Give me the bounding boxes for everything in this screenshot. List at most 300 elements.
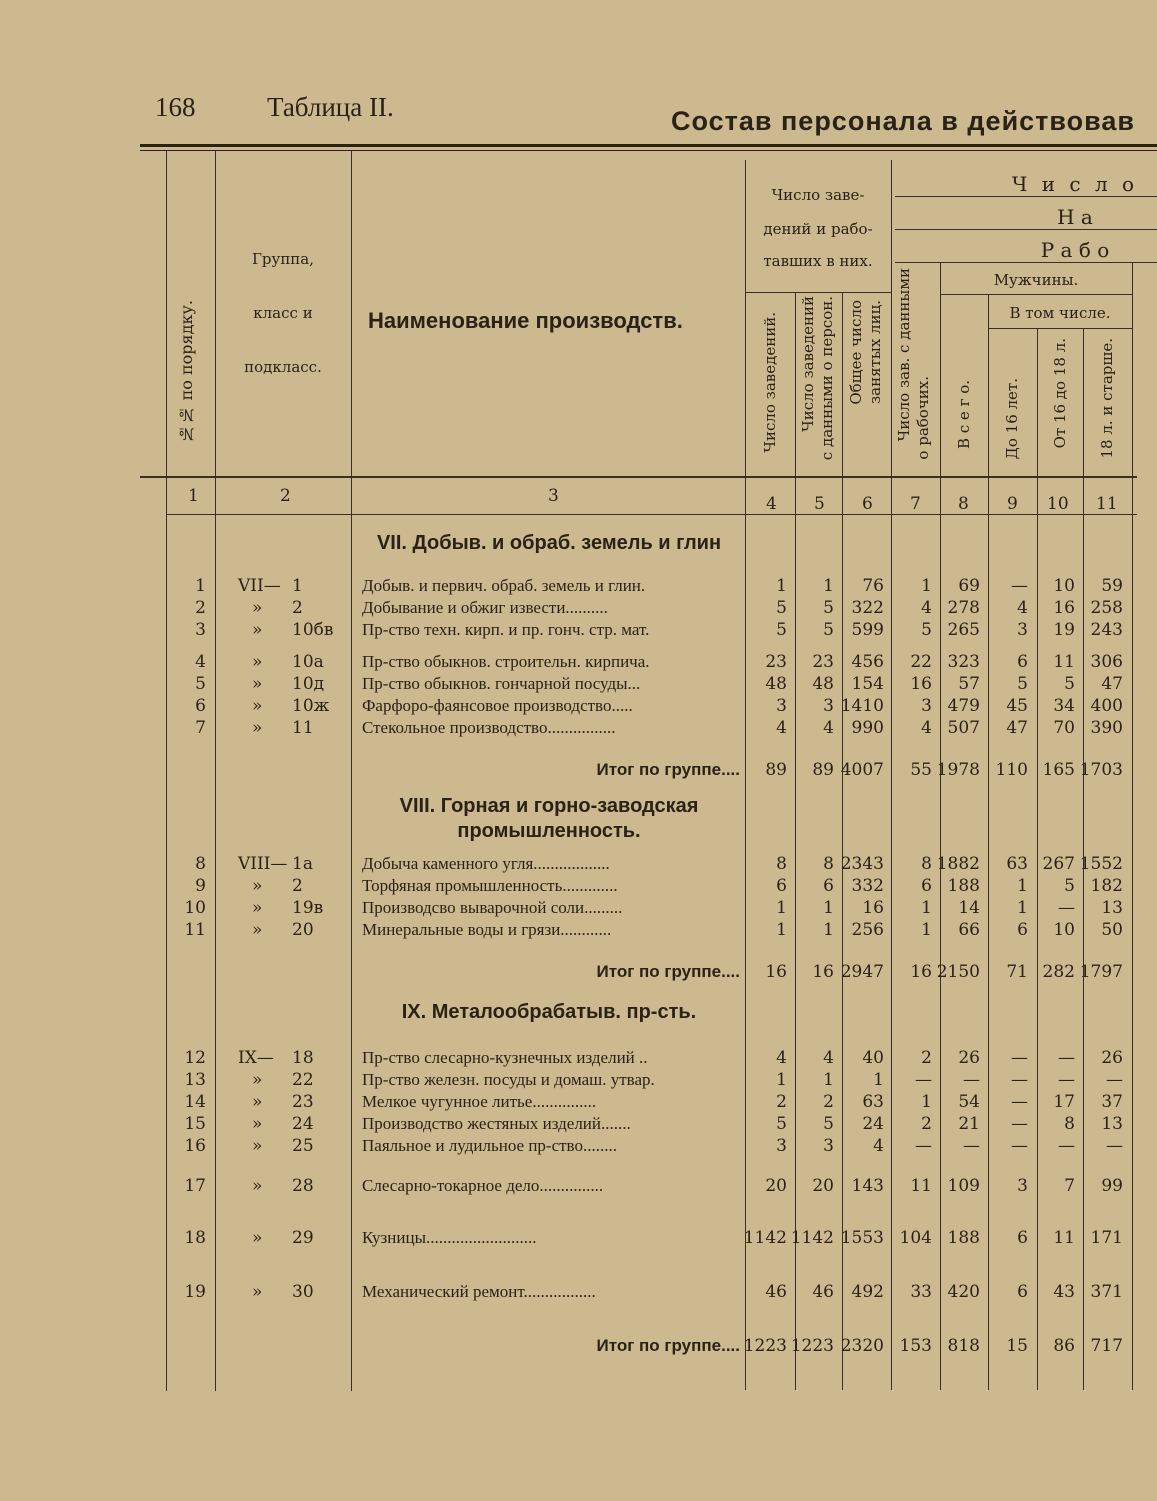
colnum: 7 [910, 494, 921, 514]
row-number: 10 [184, 898, 206, 918]
value-col-6: 143 [851, 1176, 884, 1196]
value-col-5: 1 [823, 1070, 834, 1090]
value-col-6: 322 [851, 598, 884, 618]
value-col-6: 2320 [840, 1336, 884, 1356]
incl-header: В том числе. [1009, 304, 1111, 322]
group-code: » [252, 696, 263, 716]
row-number: 16 [184, 1136, 206, 1156]
value-col-8: 54 [958, 1092, 980, 1112]
value-col-10: 19 [1053, 620, 1075, 640]
value-col-10: 17 [1053, 1092, 1075, 1112]
table-row [0, 920, 1157, 942]
class-code: 20 [292, 920, 314, 940]
value-col-5: 3 [823, 1136, 834, 1156]
class-code: 10д [292, 674, 325, 694]
class-code: 10ж [292, 696, 330, 716]
row-number: 9 [195, 876, 206, 896]
colnum: 3 [548, 486, 559, 506]
value-col-7: 4 [921, 598, 932, 618]
value-col-11: 171 [1090, 1228, 1123, 1248]
value-col-5: 8 [823, 854, 834, 874]
value-col-11: 1703 [1079, 760, 1123, 780]
value-col-9: 5 [1017, 674, 1028, 694]
top-header-2: Н а [1057, 205, 1093, 229]
value-col-11: — [1106, 1070, 1123, 1090]
col7-header-a: Число зав. с данными [895, 268, 913, 442]
value-col-8: 420 [947, 1282, 980, 1302]
value-col-8: 265 [947, 620, 980, 640]
value-col-11: 182 [1090, 876, 1123, 896]
value-col-6: 4007 [840, 760, 884, 780]
colnum: 9 [1007, 494, 1018, 514]
value-col-5: 5 [823, 620, 834, 640]
value-col-7: 22 [910, 652, 932, 672]
table-row [0, 1048, 1157, 1070]
value-col-5: 4 [823, 1048, 834, 1068]
header-rule [940, 294, 1132, 295]
page-title: Состав персонала в действовав [671, 106, 1135, 136]
value-col-10: 70 [1053, 718, 1075, 738]
col5-header-b: с данными о персон. [818, 296, 836, 461]
section-header: промышленность. [457, 820, 641, 842]
group-code: » [252, 652, 263, 672]
value-col-5: 2 [823, 1092, 834, 1112]
value-col-7: 6 [921, 876, 932, 896]
value-col-10: 5 [1064, 674, 1075, 694]
col6-header-a: Общее число [847, 300, 865, 405]
group-code: » [252, 1228, 263, 1248]
value-col-5: 23 [812, 652, 834, 672]
colnum: 5 [814, 494, 825, 514]
group-code: » [252, 1070, 263, 1090]
value-col-5: 1223 [790, 1336, 834, 1356]
row-number: 14 [184, 1092, 206, 1112]
value-col-7: — [915, 1070, 932, 1090]
header-rule [895, 196, 1157, 197]
value-col-7: 153 [899, 1336, 932, 1356]
value-col-4: 23 [765, 652, 787, 672]
men-header: Мужчины. [993, 271, 1079, 289]
group-code: » [252, 1282, 263, 1302]
value-col-4: 8 [776, 854, 787, 874]
value-col-11: 306 [1090, 652, 1123, 672]
class-code: 18 [292, 1048, 314, 1068]
c456-header-l3: тавших в них. [763, 252, 873, 270]
value-col-6: 599 [851, 620, 884, 640]
col-divider [940, 262, 941, 1390]
value-col-6: 16 [862, 898, 884, 918]
colnum: 8 [958, 494, 969, 514]
header-rule [988, 328, 1132, 329]
value-col-7: 16 [910, 674, 932, 694]
value-col-9: — [1011, 1136, 1028, 1156]
col-divider [988, 294, 989, 1390]
col-divider [1132, 262, 1133, 1390]
table-row [0, 876, 1157, 898]
value-col-10: — [1058, 1136, 1075, 1156]
class-code: 2 [292, 598, 303, 618]
production-name: Производство жестяных изделий....... [362, 1114, 631, 1133]
value-col-10: 282 [1042, 962, 1075, 982]
value-col-5: 3 [823, 696, 834, 716]
row-number: 4 [195, 652, 206, 672]
value-col-7: 11 [910, 1176, 932, 1196]
value-col-4: 4 [776, 1048, 787, 1068]
value-col-5: 1 [823, 920, 834, 940]
table-row [0, 674, 1157, 696]
value-col-9: 6 [1017, 652, 1028, 672]
value-col-6: 2343 [840, 854, 884, 874]
total-row [0, 760, 1157, 782]
group-code: » [252, 598, 263, 618]
top-rule-thin [140, 150, 1157, 151]
value-col-5: 16 [812, 962, 834, 982]
value-col-9: — [1011, 1070, 1028, 1090]
table-row [0, 1136, 1157, 1158]
row-number: 12 [184, 1048, 206, 1068]
top-header-1: Ч и с л о [1011, 172, 1139, 196]
group-code: VIII— [238, 854, 288, 874]
production-name: Торфяная промышленность............. [362, 876, 618, 895]
value-col-7: 33 [910, 1282, 932, 1302]
value-col-4: 1 [776, 920, 787, 940]
value-col-11: 371 [1090, 1282, 1123, 1302]
class-code: 24 [292, 1114, 314, 1134]
row-number: 6 [195, 696, 206, 716]
value-col-8: 26 [958, 1048, 980, 1068]
colnum: 2 [280, 486, 291, 506]
col3-header: Наименование производств. [368, 308, 683, 333]
value-col-8: — [963, 1070, 980, 1090]
page-number: 168 [155, 92, 196, 122]
value-col-10: 86 [1053, 1336, 1075, 1356]
table-row [0, 576, 1157, 598]
value-col-8: 57 [958, 674, 980, 694]
value-col-11: 37 [1101, 1092, 1123, 1112]
total-label: Итог по группе.... [596, 962, 740, 981]
col1-header: №№ по порядку. [177, 300, 196, 444]
row-number: 2 [195, 598, 206, 618]
class-code: 28 [292, 1176, 314, 1196]
group-code: IX— [238, 1048, 274, 1068]
value-col-8: 507 [947, 718, 980, 738]
group-code: » [252, 674, 263, 694]
production-name: Пр-ство слесарно-кузнечных изделий .. [362, 1048, 648, 1067]
value-col-7: 2 [921, 1048, 932, 1068]
value-col-4: 1142 [743, 1228, 787, 1248]
production-name: Добывание и обжиг извести.......... [362, 598, 608, 617]
value-col-4: 3 [776, 696, 787, 716]
table-row [0, 898, 1157, 920]
col2-header-l2: класс и [253, 304, 313, 322]
table-row [0, 1070, 1157, 1092]
value-col-4: 16 [765, 962, 787, 982]
row-number: 18 [184, 1228, 206, 1248]
value-col-6: 24 [862, 1114, 884, 1134]
row-number: 8 [195, 854, 206, 874]
value-col-6: 990 [851, 718, 884, 738]
header-rule [895, 229, 1157, 230]
production-name: Пр-ство техн. кирп. и пр. гонч. стр. мат. [362, 620, 650, 639]
value-col-6: 456 [851, 652, 884, 672]
value-col-7: 1 [921, 898, 932, 918]
col2-header-l3: подкласс. [244, 358, 322, 376]
value-col-11: 243 [1090, 620, 1123, 640]
value-col-8: 109 [947, 1176, 980, 1196]
header-rule [895, 262, 1157, 263]
value-col-6: 76 [862, 576, 884, 596]
value-col-4: 1 [776, 898, 787, 918]
total-row [0, 1336, 1157, 1358]
table-row [0, 696, 1157, 718]
value-col-10: — [1058, 1048, 1075, 1068]
group-code: » [252, 876, 263, 896]
col10-header: От 16 до 18 л. [1051, 338, 1069, 449]
production-name: Механический ремонт................. [362, 1282, 596, 1301]
value-col-10: 267 [1042, 854, 1075, 874]
production-name: Пр-ство железн. посуды и домаш. утвар. [362, 1070, 655, 1089]
value-col-7: 3 [921, 696, 932, 716]
value-col-6: 40 [862, 1048, 884, 1068]
colnum: 4 [766, 494, 777, 514]
value-col-10: 10 [1053, 920, 1075, 940]
row-number: 1 [195, 576, 206, 596]
row-number: 17 [184, 1176, 206, 1196]
section-header: VIII. Горная и горно-заводская [399, 795, 699, 817]
table-row [0, 620, 1157, 642]
value-col-9: 3 [1017, 620, 1028, 640]
table-row [0, 718, 1157, 740]
value-col-9: 3 [1017, 1176, 1028, 1196]
c456-header-l2: дений и рабо- [763, 220, 873, 238]
colnum-rule [166, 514, 1137, 515]
row-number: 5 [195, 674, 206, 694]
value-col-9: 110 [995, 760, 1028, 780]
value-col-9: 45 [1006, 696, 1028, 716]
value-col-7: 1 [921, 920, 932, 940]
value-col-5: 48 [812, 674, 834, 694]
class-code: 25 [292, 1136, 314, 1156]
value-col-9: 63 [1006, 854, 1028, 874]
value-col-4: 4 [776, 718, 787, 738]
value-col-6: 1553 [840, 1228, 884, 1248]
value-col-5: 6 [823, 876, 834, 896]
production-name: Кузницы.......................... [362, 1228, 537, 1247]
total-row [0, 962, 1157, 984]
total-label: Итог по группе.... [596, 760, 740, 779]
col11-header: 18 л. и старше. [1098, 338, 1116, 459]
top-rule [140, 144, 1157, 147]
class-code: 1 [292, 576, 303, 596]
value-col-4: 6 [776, 876, 787, 896]
class-code: 22 [292, 1070, 314, 1090]
value-col-11: 26 [1101, 1048, 1123, 1068]
value-col-5: 5 [823, 1114, 834, 1134]
value-col-10: 11 [1053, 652, 1075, 672]
header-rule [745, 292, 891, 293]
group-code: » [252, 1114, 263, 1134]
col6-header-b: занятых лиц. [866, 300, 884, 404]
row-number: 7 [195, 718, 206, 738]
group-code: » [252, 898, 263, 918]
value-col-7: 4 [921, 718, 932, 738]
value-col-9: — [1011, 576, 1028, 596]
value-col-5: 5 [823, 598, 834, 618]
value-col-10: 34 [1053, 696, 1075, 716]
colnum: 11 [1096, 494, 1118, 514]
value-col-4: 1 [776, 576, 787, 596]
value-col-11: 1797 [1079, 962, 1123, 982]
value-col-4: 89 [765, 760, 787, 780]
value-col-10: — [1058, 898, 1075, 918]
value-col-8: — [963, 1136, 980, 1156]
col5-header-a: Число заведений [799, 296, 817, 432]
value-col-8: 2150 [936, 962, 980, 982]
value-col-10: 5 [1064, 876, 1075, 896]
value-col-7: 1 [921, 1092, 932, 1112]
value-col-10: 43 [1053, 1282, 1075, 1302]
class-code: 23 [292, 1092, 314, 1112]
value-col-11: 59 [1101, 576, 1123, 596]
value-col-9: — [1011, 1092, 1028, 1112]
value-col-9: 6 [1017, 1228, 1028, 1248]
value-col-8: 1978 [936, 760, 980, 780]
table-row [0, 1176, 1157, 1198]
table-label: Таблица II. [267, 92, 394, 122]
col-divider [842, 292, 843, 1390]
col2-header-l1: Группа, [251, 250, 315, 268]
value-col-9: 6 [1017, 1282, 1028, 1302]
value-col-6: 332 [851, 876, 884, 896]
production-name: Пр-ство обыкнов. строительн. кирпича. [362, 652, 650, 671]
value-col-10: — [1058, 1070, 1075, 1090]
value-col-10: 16 [1053, 598, 1075, 618]
value-col-6: 1410 [840, 696, 884, 716]
top-header-3: Р а б о [1040, 238, 1110, 262]
value-col-8: 278 [947, 598, 980, 618]
value-col-6: 63 [862, 1092, 884, 1112]
class-code: 2 [292, 876, 303, 896]
production-name: Добыв. и первич. обраб. земель и глин. [362, 576, 646, 595]
class-code: 10бв [292, 620, 334, 640]
value-col-10: 10 [1053, 576, 1075, 596]
value-col-11: 258 [1090, 598, 1123, 618]
header-bottom-rule [140, 476, 1137, 478]
value-col-7: 104 [899, 1228, 932, 1248]
group-code: » [252, 1092, 263, 1112]
table-row [0, 1282, 1157, 1304]
value-col-7: — [915, 1136, 932, 1156]
value-col-8: 479 [947, 696, 980, 716]
value-col-11: 47 [1101, 674, 1123, 694]
value-col-4: 46 [765, 1282, 787, 1302]
value-col-9: 15 [1006, 1336, 1028, 1356]
section-header: VII. Добыв. и обраб. земель и глин [376, 532, 722, 554]
value-col-10: 8 [1064, 1114, 1075, 1134]
table-row [0, 1092, 1157, 1114]
value-col-5: 4 [823, 718, 834, 738]
value-col-5: 1 [823, 898, 834, 918]
class-code: 19в [292, 898, 324, 918]
col7-header-b: о рабочих. [914, 376, 932, 460]
value-col-8: 14 [958, 898, 980, 918]
value-col-6: 256 [851, 920, 884, 940]
value-col-4: 1223 [743, 1336, 787, 1356]
value-col-8: 66 [958, 920, 980, 940]
value-col-8: 1882 [936, 854, 980, 874]
table-row [0, 652, 1157, 674]
colnum: 1 [188, 486, 199, 506]
value-col-9: 6 [1017, 920, 1028, 940]
col8-header: В с е г о. [955, 380, 973, 450]
production-name: Пр-ство обыкнов. гончарной посуды... [362, 674, 641, 693]
colnum: 10 [1047, 494, 1069, 514]
value-col-9: 71 [1006, 962, 1028, 982]
group-code: » [252, 1136, 263, 1156]
value-col-9: 1 [1017, 876, 1028, 896]
value-col-7: 16 [910, 962, 932, 982]
group-code: » [252, 1176, 263, 1196]
production-name: Слесарно-токарное дело............... [362, 1176, 604, 1195]
class-code: 30 [292, 1282, 314, 1302]
production-name: Производсво выварочной соли......... [362, 898, 623, 917]
value-col-4: 5 [776, 620, 787, 640]
value-col-10: 7 [1064, 1176, 1075, 1196]
row-number: 13 [184, 1070, 206, 1090]
value-col-11: 400 [1090, 696, 1123, 716]
production-name: Минеральные воды и грязи............ [362, 920, 612, 939]
value-col-11: 390 [1090, 718, 1123, 738]
value-col-11: 13 [1101, 1114, 1123, 1134]
value-col-6: 492 [851, 1282, 884, 1302]
value-col-8: 818 [947, 1336, 980, 1356]
production-name: Стекольное производство................ [362, 718, 616, 737]
row-number: 11 [184, 920, 206, 940]
value-col-8: 69 [958, 576, 980, 596]
value-col-11: 50 [1101, 920, 1123, 940]
production-name: Добыча каменного угля.................. [362, 854, 610, 873]
value-col-9: 4 [1017, 598, 1028, 618]
value-col-11: — [1106, 1136, 1123, 1156]
value-col-4: 20 [765, 1176, 787, 1196]
value-col-7: 55 [910, 760, 932, 780]
value-col-8: 21 [958, 1114, 980, 1134]
group-code: » [252, 718, 263, 738]
value-col-5: 1 [823, 576, 834, 596]
production-name: Мелкое чугунное литье............... [362, 1092, 597, 1111]
class-code: 11 [292, 718, 314, 738]
value-col-10: 165 [1042, 760, 1075, 780]
value-col-9: — [1011, 1114, 1028, 1134]
production-name: Фарфоро-фаянсовое производство..... [362, 696, 633, 715]
value-col-11: 13 [1101, 898, 1123, 918]
value-col-9: 1 [1017, 898, 1028, 918]
class-code: 1а [292, 854, 313, 874]
total-label: Итог по группе.... [596, 1336, 740, 1355]
value-col-7: 2 [921, 1114, 932, 1134]
col4-header: Число заведений. [761, 312, 779, 453]
class-code: 29 [292, 1228, 314, 1248]
value-col-11: 717 [1090, 1336, 1123, 1356]
value-col-5: 89 [812, 760, 834, 780]
value-col-5: 46 [812, 1282, 834, 1302]
section-header: IX. Металообрабатыв. пр-сть. [401, 1001, 697, 1023]
value-col-4: 48 [765, 674, 787, 694]
value-col-8: 323 [947, 652, 980, 672]
value-col-4: 5 [776, 598, 787, 618]
value-col-11: 1552 [1079, 854, 1123, 874]
value-col-8: 188 [947, 1228, 980, 1248]
